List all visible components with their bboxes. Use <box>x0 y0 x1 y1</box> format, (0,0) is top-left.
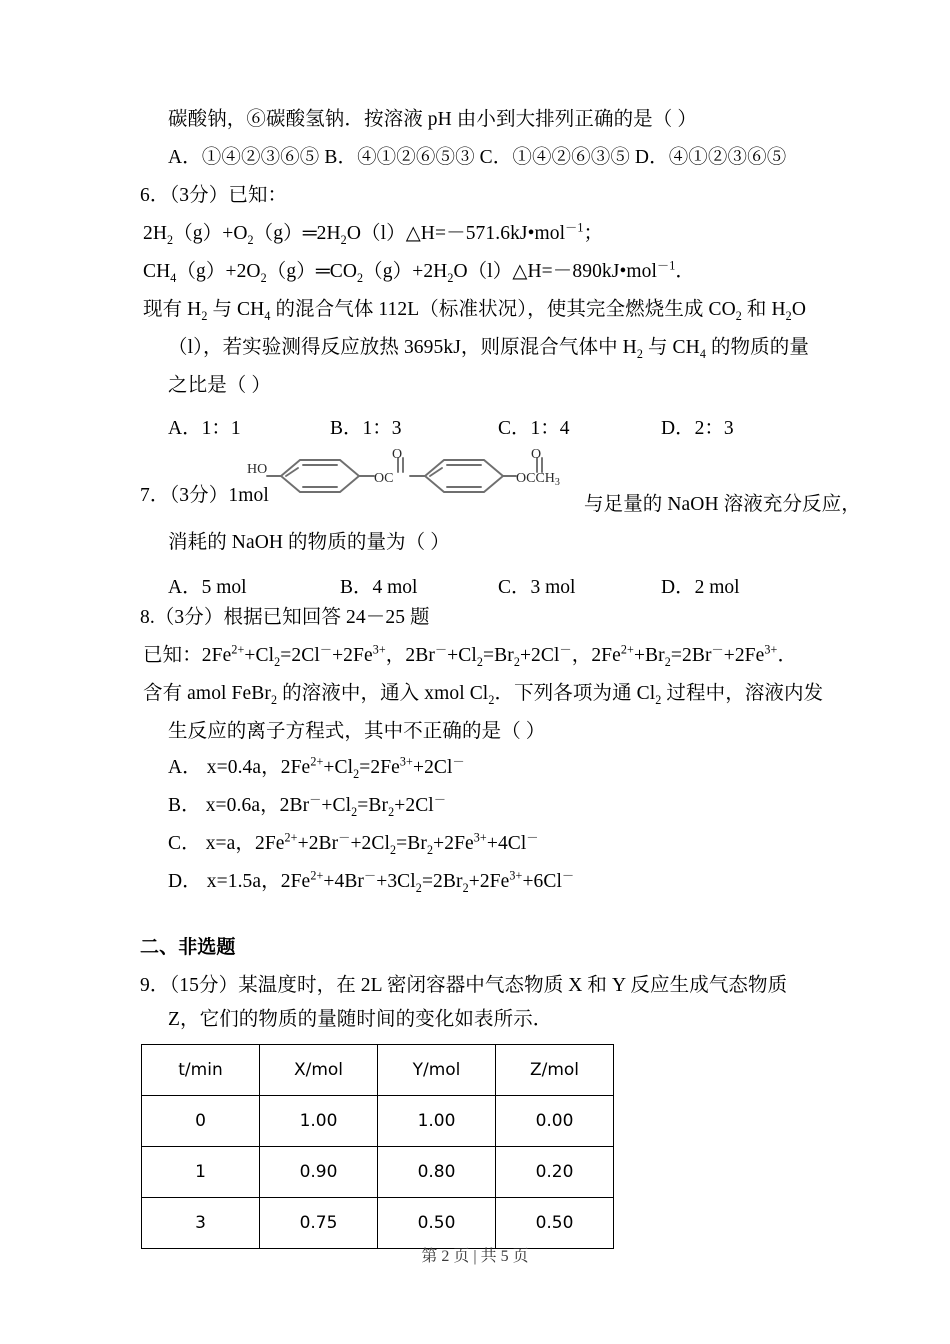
q6-body-line-1: 现有 $H_2$ 与 $CH_4$ 的混合气体 112L（标准状况），使其完全燃烧生成 $CO_2$ 和 $H_2O$ <box>143 299 806 323</box>
table-cell: 1.00 <box>260 1096 378 1147</box>
q8-option-b[interactable]: B． x=0.6a，$2Br^-+Cl_2=Br_2+2Cl^-$ <box>168 792 447 819</box>
q8-option-c[interactable]: C． x=a，$2Fe^{2+}+2Br^-+2Cl_2=Br_2+2Fe^{3+}+4Cl^-$ <box>168 830 539 857</box>
structure-label-carbonyl-o-left: O <box>392 447 403 462</box>
table-header-row <box>142 1045 614 1096</box>
q6-option-a[interactable]: A．1：1 <box>168 418 241 439</box>
q6-option-c[interactable]: C．1：4 <box>498 418 570 439</box>
table-cell: 0.00 <box>496 1096 614 1147</box>
table-cell: 0.80 <box>378 1147 496 1198</box>
q7-suffix: 与足量的 NaOH 溶液充分反应， <box>584 494 861 515</box>
q6-option-b[interactable]: B．1：3 <box>330 418 402 439</box>
q9-header <box>140 976 787 996</box>
table-cell: 0.90 <box>260 1147 378 1198</box>
page-footer: 第 2 页 | 共 5 页 <box>421 1248 529 1265</box>
q8-known-conditions: 已知：$2Fe^{2+}+Cl_2=2Cl^-+2Fe^{3+}$，$2Br^-+Cl_2=Br_2+2Cl^-$，$2Fe^{2+}+Br_2=2Br^-+2Fe^{3+}$． <box>143 642 798 669</box>
q9-score: （15分） <box>169 975 239 996</box>
q6-equation-1: $2H_2(g)+O_2(g)═2H_2O(l)\triangle H=-571.6kJ•mol^{-1}$； <box>143 220 604 247</box>
section-2-title: 二、非选题 <box>140 937 236 958</box>
table-header-cell: t/min <box>142 1045 260 1096</box>
q6-score: （3分） <box>169 185 229 206</box>
q5-options-line: A．①④②③⑥⑤ B．④①②⑥⑤③ C．①④②⑥③⑤ D．④①②③⑥⑤ <box>168 147 787 168</box>
q8-stem: 根据已知回答 24－25 题 <box>223 607 430 628</box>
q9-body-line-1: 某温度时，在 2L 密闭容器中气态物质 X 和 Y 反应生成气态物质 <box>238 975 788 996</box>
structure-label-carbonyl-o-right: O <box>531 447 542 462</box>
q8-header <box>140 608 430 628</box>
table-cell: 0.50 <box>496 1198 614 1249</box>
table-cell: 1 <box>142 1147 260 1198</box>
q5-stem-line: 碳酸钠，⑥碳酸氢钠．按溶液 pH 由小到大排列正确的是（ ） <box>168 109 697 130</box>
structure-label-ester-left: OC <box>374 471 394 486</box>
q7-body-line-2: 消耗的 NaOH 的物质的量为（ ） <box>168 532 450 553</box>
table-row <box>142 1198 614 1249</box>
q7-option-a[interactable]: A．5 mol <box>168 577 247 598</box>
table-header-cell: Z/mol <box>496 1045 614 1096</box>
q7-option-c[interactable]: C．3 mol <box>498 577 576 598</box>
table-row <box>142 1147 614 1198</box>
q6-equation-2: $CH_4(g)+2O_2(g)═CO_2(g)+2H_2O(l)\triangle H=-890kJ•mol^{-1}$． <box>143 258 695 285</box>
q9-data-table <box>141 1044 614 1249</box>
q7-prefix: 1mol <box>228 485 269 506</box>
q8-score: （3分） <box>154 607 224 628</box>
table-cell: 0.20 <box>496 1147 614 1198</box>
table-header-cell: Y/mol <box>378 1045 496 1096</box>
q7-number: 7． <box>140 485 170 506</box>
q9-body-line-2: Z，它们的物质的量随时间的变化如表所示． <box>168 1009 553 1030</box>
q8-option-a[interactable]: A． x=0.4a，$2Fe^{2+}+Cl_2=2Fe^{3+}+2Cl^-$ <box>168 754 465 781</box>
q9-number: 9． <box>140 975 170 996</box>
q8-option-d[interactable]: D． x=1.5a，$2Fe^{2+}+4Br^-+3Cl_2=2Br_2+2Fe^{3+}+6Cl^-$ <box>168 868 575 895</box>
q8-body-line-2: 生反应的离子方程式，其中不正确的是（ ） <box>168 721 546 742</box>
structure-label-ester-right: $OCCH_3$ <box>516 471 560 488</box>
table-cell: 0.50 <box>378 1198 496 1249</box>
table-cell: 0.75 <box>260 1198 378 1249</box>
q6-header <box>140 186 287 206</box>
table-header-cell: X/mol <box>260 1045 378 1096</box>
q7-score: （3分） <box>169 485 229 506</box>
table-cell: 1.00 <box>378 1096 496 1147</box>
structure-label-hydroxyl: HO <box>247 462 268 477</box>
q6-number: 6． <box>140 185 170 206</box>
q8-number: 8. <box>140 607 155 628</box>
q8-body-line-1: 含有 amol FeBr$_2$ 的溶液中，通入 xmol $Cl_2$．下列各项为通 $Cl_2$ 过程中，溶液内发 <box>143 683 824 707</box>
q6-body-line-3: 之比是（ ） <box>168 375 271 396</box>
table-cell: 3 <box>142 1198 260 1249</box>
q6-body-line-2: （l），若实验测得反应放热 3695kJ，则原混合气体中 $H_2$ 与 $CH_4$ 的物质的量 <box>168 337 809 361</box>
q7-option-d[interactable]: D．2 mol <box>661 577 740 598</box>
q7-option-b[interactable]: B．4 mol <box>340 577 418 598</box>
q6-lead: 已知： <box>228 185 288 206</box>
q7-molecular-structure <box>243 446 583 514</box>
q6-option-d[interactable]: D．2：3 <box>661 418 734 439</box>
table-cell: 0 <box>142 1096 260 1147</box>
table-row <box>142 1096 614 1147</box>
